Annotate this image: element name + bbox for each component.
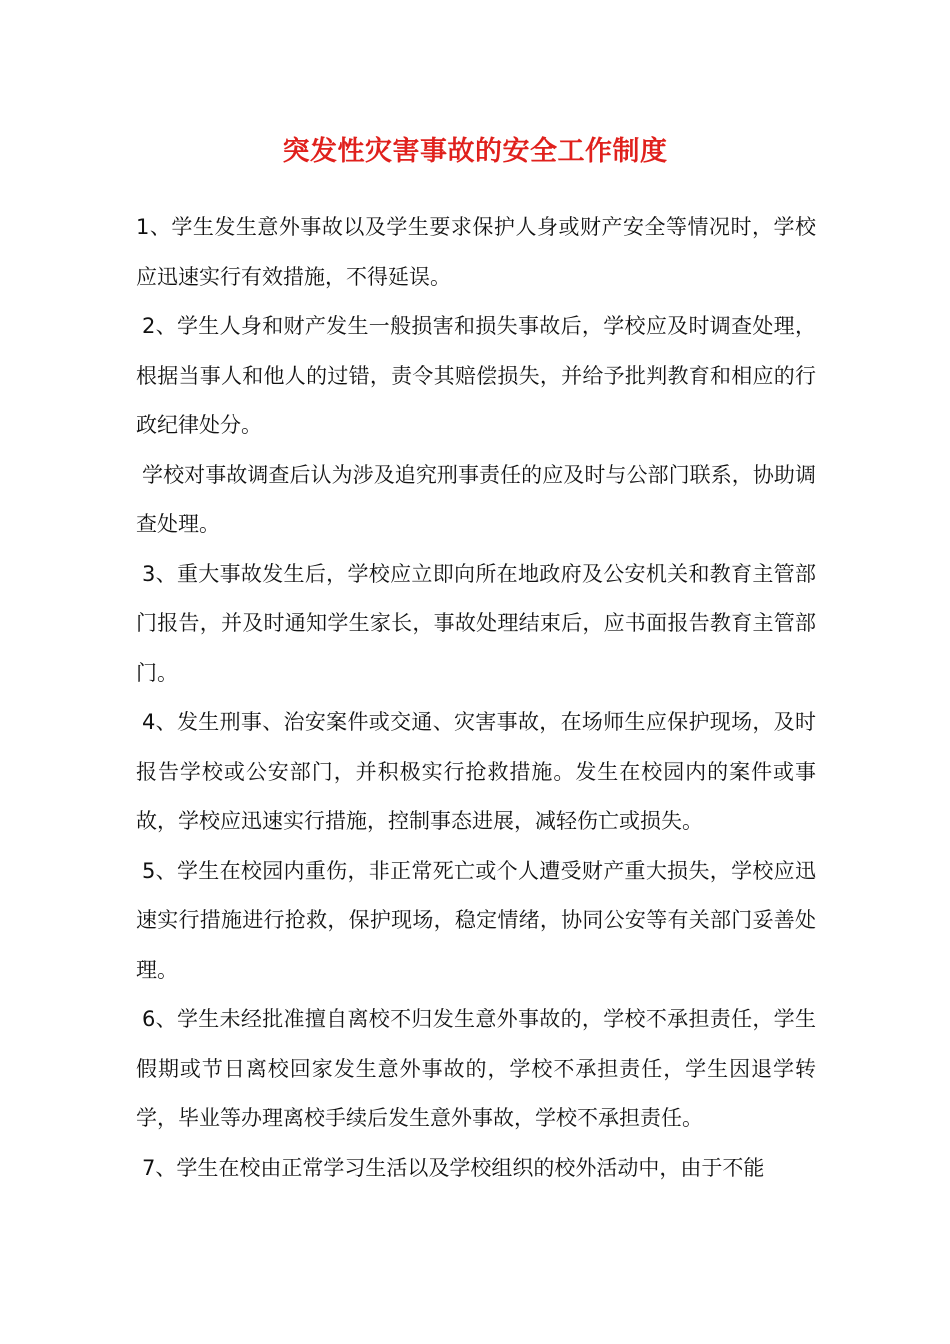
document-body: [136, 203, 816, 1193]
paragraph-5: 4、发生刑事、治安案件或交通、灾害事故，在场师生应保护现场，及时报告学校或公安部门，并积极实行抢救措施。发生在校园内的案件或事故，学校应迅速实行措施，控制事态进展，减轻伤亡或损失。: [136, 710, 816, 833]
paragraph-3: 学校对事故调查后认为涉及追究刑事责任的应及时与公部门联系，协助调查处理。: [136, 462, 816, 536]
document-title: 突发性灾害事故的安全工作制度: [282, 136, 668, 167]
paragraph-8: 7、学生在校由正常学习生活以及学校组织的校外活动中，由于不能: [142, 1155, 765, 1180]
paragraph-4: 3、重大事故发生后，学校应立即向所在地政府及公安机关和教育主管部门报告，并及时通知学生家长，事故处理结束后，应书面报告教育主管部门。: [136, 561, 816, 685]
paragraph-7: 6、学生未经批准擅自离校不归发生意外事故的，学校不承担责任，学生假期或节日离校回家发生意外事故的，学校不承担责任，学生因退学转学，毕业等办理离校手续后发生意外事故，学校不承担责任。: [136, 1007, 816, 1130]
paragraph-1: 1、学生发生意外事故以及学生要求保护人身或财产安全等情况时，学校应迅速实行有效措施，不得延误。: [136, 215, 816, 289]
paragraph-2: 2、学生人身和财产发生一般损害和损失事故后，学校应及时调查处理，根据当事人和他人的过错，责令其赔偿损失，并给予批判教育和相应的行政纪律处分。: [136, 314, 816, 437]
paragraph-6: 5、学生在校园内重伤，非正常死亡或个人遭受财产重大损失，学校应迅速实行措施进行抢救，保护现场，稳定情绪，协同公安等有关部门妥善处理。: [136, 858, 816, 982]
